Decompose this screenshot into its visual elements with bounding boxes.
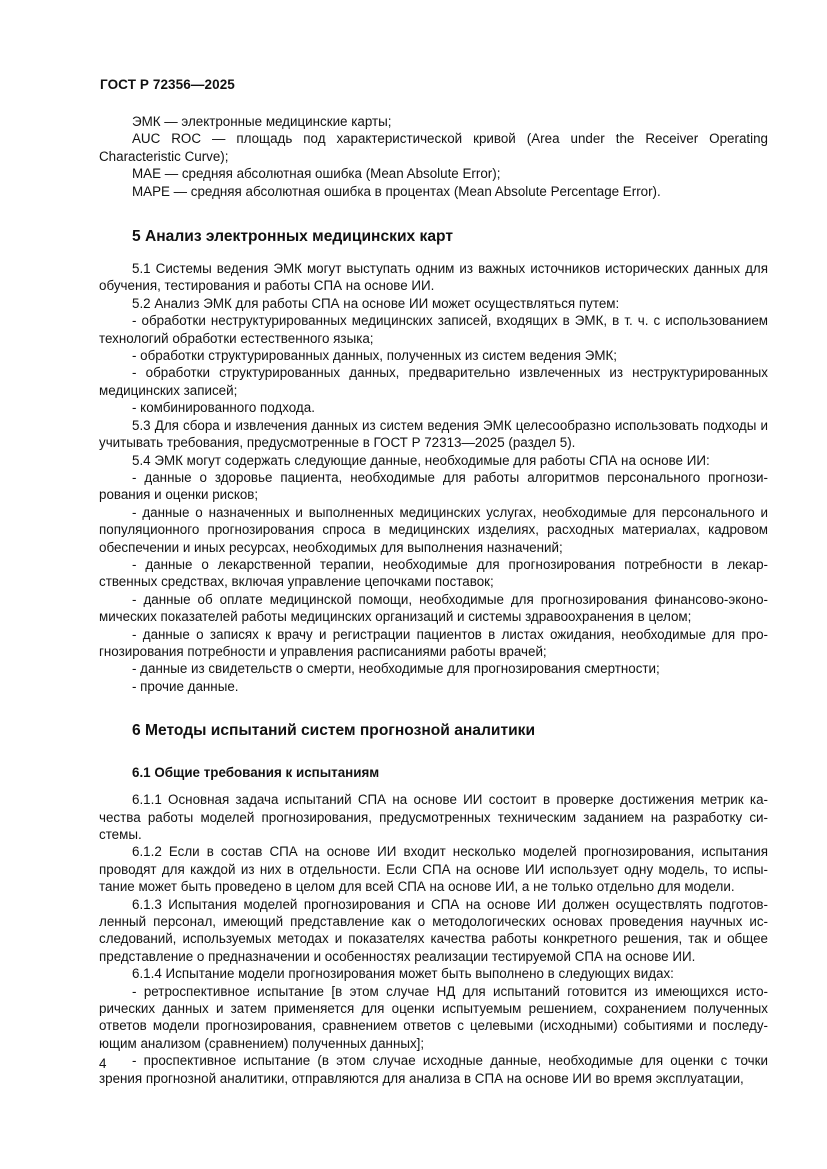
list-item: - проспективное испытание (в этом случае исходные данные, необходимые для оценки с точки зрения прогнозной аналитики, отправляются для анализа в СПА на основе ИИ во время эксплуатации, — [99, 1053, 768, 1086]
list-item: - данные об оплате медицинской помощи, необходимые для прогнозирования финансово-экономических показателей работы медицинских организаций и системы здравоохранения в целом; — [99, 591, 768, 625]
list-item: - данные о назначенных и выполненных медицинских услугах, необходимые для персонального и популяционного прогнозирования спроса в медицинских изделиях, расходных материалах, кадровом обеспечении и иных ресурсах, необходимых для выполнения назначений; — [99, 504, 768, 555]
list-item: - данные о записях к врачу и регистрации пациентов в листах ожидания, необходимые для прогнозирования потребности и управления расписаниями работы врачей; — [99, 626, 768, 659]
list-item: - обработки структурированных данных, предварительно извлеченных из неструктурированных медицинских записей; — [99, 365, 768, 398]
paragraph-6-1-3: 6.1.3 Испытания моделей прогнозирования и СПА на основе ИИ должен осуществлять подготовленный персонал, имеющий представление как о методологических основах проведения научных исследований, используемых методах и показателях качества работы конкретного решения, так и общее представление о предназначении и особенностях реализации тестируемой СПА на основе ИИ. — [99, 896, 768, 964]
section-5-heading: 5 Анализ электронных медицинских карт — [132, 228, 453, 246]
section-6-body — [99, 791, 768, 1087]
list-item: - обработки неструктурированных медицинских записей, входящих в ЭМК, в т. ч. с использованием технологий обработки естественного языка; — [99, 313, 768, 346]
abbreviation-auc-roc: AUC ROC — площадь под характеристической кривой (Area under the Receiver Operating Characteristic Curve); — [99, 131, 768, 164]
abbreviation-mape: MAPE — средняя абсолютная ошибка в процентах (Mean Absolute Percentage Error). — [132, 183, 661, 199]
paragraph-5-2: 5.2 Анализ ЭМК для работы СПА на основе ИИ может осуществляться путем: — [132, 295, 620, 311]
abbreviation-mae: MAE — средняя абсолютная ошибка (Mean Absolute Error); — [132, 166, 501, 182]
list-item: - комбинированного подхода. — [132, 400, 315, 416]
list-item: - прочие данные. — [132, 678, 239, 694]
abbreviations-list — [99, 113, 768, 200]
page-content — [99, 113, 768, 1087]
list-item: - данные о здоровье пациента, необходимые для работы алгоритмов персонального прогнозирования и оценки рисков; — [99, 469, 768, 503]
section-6-heading: 6 Методы испытаний систем прогнозной аналитики — [132, 722, 536, 740]
section-5-body — [99, 260, 768, 695]
paragraph-6-1-1: 6.1.1 Основная задача испытаний СПА на основе ИИ состоит в проверке достижения метрик качества работы моделей прогнозирования, предусмотренных техническим заданием на разработку системы. — [99, 792, 768, 842]
list-item: - обработки структурированных данных, полученных из систем ведения ЭМК; — [132, 348, 617, 364]
document-header: ГОСТ Р 72356—2025 — [100, 77, 235, 92]
paragraph-6-1-2: 6.1.2 Если в состав СПА на основе ИИ входит несколько моделей прогнозирования, испытания проводят для каждой из них в отдельности. Если СПА на основе ИИ использует одну модель, то испытание может быть проведено в целом для всей СПА на основе ИИ, а не только отдельно для модели. — [99, 844, 768, 895]
paragraph-5-1: 5.1 Системы ведения ЭМК могут выступать одним из важных источников исторических данных для обучения, тестирования и работы СПА на основе ИИ. — [99, 261, 768, 294]
subsection-6-1-heading: 6.1 Общие требования к испытаниям — [132, 765, 380, 781]
list-item: - данные о лекарственной терапии, необходимые для прогнозирования потребности в лекарственных средствах, включая управление цепочками поставок; — [99, 556, 768, 590]
list-item: - данные из свидетельств о смерти, необходимые для прогнозирования смертности; — [132, 661, 660, 677]
paragraph-6-1-4: 6.1.4 Испытание модели прогнозирования может быть выполнено в следующих видах: — [132, 966, 674, 982]
list-item: - ретроспективное испытание [в этом случае НД для испытаний готовится из имеющихся исторических данных и затем применяется для оценки испытуемым решением, сохранением полученных ответов модели прогнозирования, сравнением ответов с целевыми (исходными) событиями и последующим анализом (сравнением) полученных данных]; — [99, 983, 768, 1051]
paragraph-5-3: 5.3 Для сбора и извлечения данных из систем ведения ЭМК целесообразно использовать подходы и учитывать требования, предусмотренные в ГОСТ Р 72313—2025 (раздел 5). — [99, 417, 768, 451]
abbreviation-emk: ЭМК — электронные медицинские карты; — [132, 114, 392, 129]
paragraph-5-4: 5.4 ЭМК могут содержать следующие данные, необходимые для работы СПА на основе ИИ: — [132, 452, 710, 468]
page-number: 4 — [99, 1056, 107, 1071]
